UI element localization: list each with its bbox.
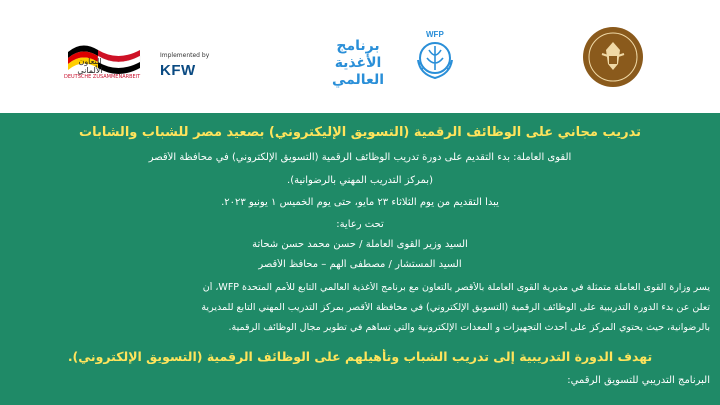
- logo-header: [0, 0, 720, 113]
- paragraph-line-3: بالرضوانية، حيث يحتوي المركز على أحدث التجهيزات و المعدات الإلكترونية والتي تساهم في تطوير مجال الوظائف الرقمية.: [228, 322, 710, 333]
- giz-english-name: DEUTSCHE ZUSAMMENARBEIT: [64, 74, 141, 80]
- program-heading: البرنامج التدريبي للتسويق الرقمي:: [567, 375, 710, 386]
- dates-line: يبدأ التقديم من يوم الثلاثاء ٢٣ مايو، حتى يوم الخميس ١ يونيو ٢٠٢٣.: [221, 197, 499, 208]
- kfw-logo: KFW: [160, 62, 196, 79]
- intro-line: القوى العاملة: بدء التقديم على دورة تدريب الوظائف الرقمية (التسويق الإلكتروني) في محافظة الأقصر: [148, 152, 572, 163]
- wfp-arabic-name: برنامج الأغذية العالمي: [331, 38, 385, 88]
- giz-arabic-name: التعاون الألماني: [77, 57, 103, 75]
- paragraph-line-1: يسر وزارة القوى العاملة متمثلة في مديرية القوى العاملة بالأقصر بالتعاون مع برنامج الأغذية العالمي التابع للأمم المتحدة WFP، أن: [202, 282, 710, 293]
- course-goal: تهدف الدورة التدريبية إلى تدريب الشباب وتأهيلهم على الوظائف الرقمية (التسويق الإلكتروني).: [67, 349, 653, 364]
- patron-minister: السيد وزير القوى العاملة / حسن محمد حسن شحاتة: [252, 239, 468, 250]
- announcement-title: تدريب مجاني على الوظائف الرقمية (التسويق الإليكتروني) بصعيد مصر للشباب والشابات: [79, 125, 641, 140]
- paragraph-line-2: تعلن عن بدء الدورة التدريبية على الوظائف الرقمية (التسويق الإلكتروني) في محافظة الأقصر بمركز التدريب المهني التابع للمديرية: [201, 302, 710, 313]
- kfw-implemented-label: Implemented by: [160, 52, 210, 59]
- ministry-seal-icon: [582, 26, 644, 88]
- announcement-panel: [0, 113, 720, 405]
- patron-governor: السيد المستشار / مصطفى ألهم – محافظ الأقصر: [258, 259, 462, 270]
- wfp-label: WFP: [426, 30, 444, 39]
- center-line: (بمركز التدريب المهني بالرضوانية).: [287, 175, 433, 186]
- patronage-heading: تحت رعاية:: [336, 219, 384, 230]
